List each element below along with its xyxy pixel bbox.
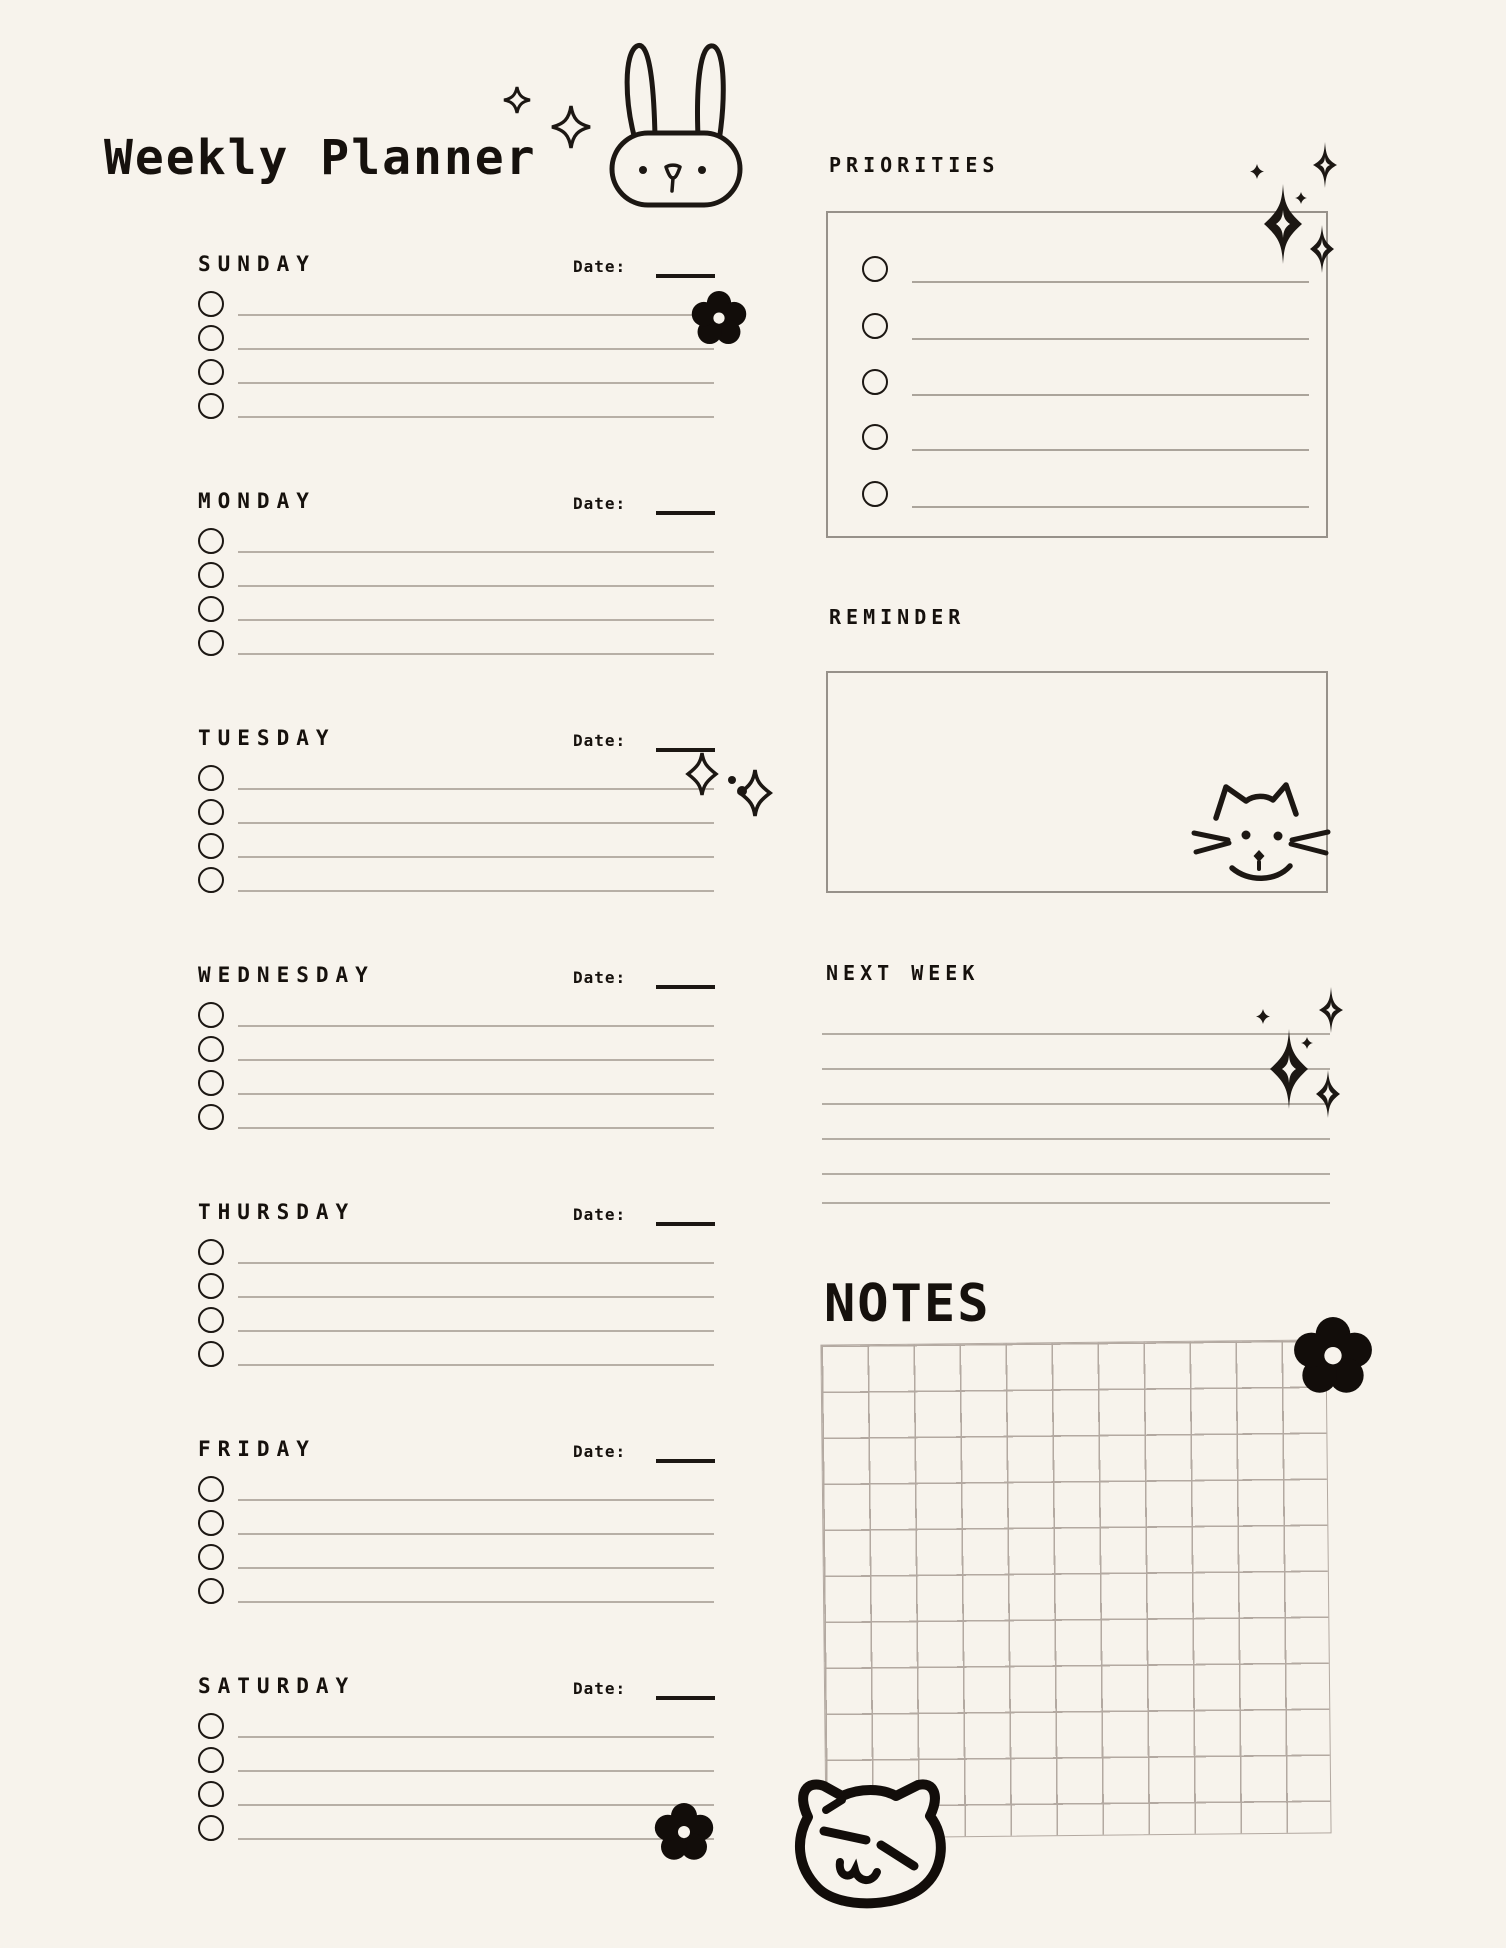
day-section-monday xyxy=(0,485,760,722)
priority-fill-line[interactable] xyxy=(912,338,1309,340)
task-fill-line[interactable] xyxy=(238,348,714,350)
date-fill-line[interactable] xyxy=(656,1222,715,1226)
date-label: Date: xyxy=(573,1679,627,1698)
task-fill-line[interactable] xyxy=(238,1330,714,1332)
day-name-label: SUNDAY xyxy=(198,252,316,276)
task-checkbox[interactable] xyxy=(198,1070,224,1096)
task-fill-line[interactable] xyxy=(238,551,714,553)
task-fill-line[interactable] xyxy=(238,890,714,892)
task-fill-line[interactable] xyxy=(238,314,714,316)
task-checkbox[interactable] xyxy=(198,630,224,656)
priority-checkbox[interactable] xyxy=(862,481,888,507)
day-name-label: FRIDAY xyxy=(198,1437,316,1461)
next-week-title: NEXT WEEK xyxy=(826,961,980,985)
date-label: Date: xyxy=(573,1442,627,1461)
sparkle-cluster-icon xyxy=(1252,985,1356,1125)
date-fill-line[interactable] xyxy=(656,1459,715,1463)
task-fill-line[interactable] xyxy=(238,585,714,587)
bunny-icon xyxy=(606,33,746,211)
task-checkbox[interactable] xyxy=(198,1002,224,1028)
day-name-label: SATURDAY xyxy=(198,1674,356,1698)
task-checkbox[interactable] xyxy=(198,833,224,859)
day-name-label: TUESDAY xyxy=(198,726,336,750)
task-fill-line[interactable] xyxy=(238,1093,714,1095)
task-checkbox[interactable] xyxy=(198,1781,224,1807)
task-checkbox[interactable] xyxy=(198,1341,224,1367)
day-section-thursday xyxy=(0,1196,760,1433)
sparkle-icon xyxy=(496,84,606,170)
date-fill-line[interactable] xyxy=(656,985,715,989)
task-fill-line[interactable] xyxy=(238,1059,714,1061)
next-week-fill-line[interactable] xyxy=(822,1138,1330,1140)
task-checkbox[interactable] xyxy=(198,562,224,588)
day-name-label: MONDAY xyxy=(198,489,316,513)
date-label: Date: xyxy=(573,257,627,276)
task-checkbox[interactable] xyxy=(198,291,224,317)
task-checkbox[interactable] xyxy=(198,1273,224,1299)
task-checkbox[interactable] xyxy=(198,1713,224,1739)
flower-icon xyxy=(1293,1317,1373,1397)
task-checkbox[interactable] xyxy=(198,596,224,622)
reminder-title: REMINDER xyxy=(829,605,966,629)
task-checkbox[interactable] xyxy=(198,1510,224,1536)
day-section-wednesday xyxy=(0,959,760,1196)
task-checkbox[interactable] xyxy=(198,1747,224,1773)
task-fill-line[interactable] xyxy=(238,822,714,824)
notes-grid[interactable] xyxy=(820,1339,1331,1838)
task-fill-line[interactable] xyxy=(238,1533,714,1535)
day-section-friday xyxy=(0,1433,760,1670)
sparkle-cluster-icon xyxy=(1246,140,1350,280)
task-checkbox[interactable] xyxy=(198,393,224,419)
priority-checkbox[interactable] xyxy=(862,256,888,282)
task-checkbox[interactable] xyxy=(198,765,224,791)
task-checkbox[interactable] xyxy=(198,867,224,893)
task-fill-line[interactable] xyxy=(238,382,714,384)
task-checkbox[interactable] xyxy=(198,325,224,351)
task-fill-line[interactable] xyxy=(238,1025,714,1027)
task-fill-line[interactable] xyxy=(238,856,714,858)
priorities-title: PRIORITIES xyxy=(829,153,1000,177)
happy-cat-icon xyxy=(778,1772,958,1922)
sparkle-cluster-icon xyxy=(686,746,781,824)
task-fill-line[interactable] xyxy=(238,1770,714,1772)
task-checkbox[interactable] xyxy=(198,1239,224,1265)
task-checkbox[interactable] xyxy=(198,1815,224,1841)
day-section-tuesday xyxy=(0,722,760,959)
flower-icon xyxy=(691,291,747,347)
cat-face-icon xyxy=(1186,780,1336,895)
task-fill-line[interactable] xyxy=(238,1567,714,1569)
task-fill-line[interactable] xyxy=(238,1127,714,1129)
page-title: Weekly Planner xyxy=(104,130,537,186)
task-fill-line[interactable] xyxy=(238,653,714,655)
task-checkbox[interactable] xyxy=(198,1578,224,1604)
date-fill-line[interactable] xyxy=(656,511,715,515)
task-fill-line[interactable] xyxy=(238,416,714,418)
task-fill-line[interactable] xyxy=(238,1804,714,1806)
priority-checkbox[interactable] xyxy=(862,313,888,339)
notes-title: NOTES xyxy=(824,1274,991,1334)
day-name-label: WEDNESDAY xyxy=(198,963,375,987)
priority-fill-line[interactable] xyxy=(912,506,1309,508)
task-fill-line[interactable] xyxy=(238,1736,714,1738)
date-label: Date: xyxy=(573,968,627,987)
task-fill-line[interactable] xyxy=(238,788,714,790)
task-fill-line[interactable] xyxy=(238,1838,714,1840)
task-checkbox[interactable] xyxy=(198,799,224,825)
priority-fill-line[interactable] xyxy=(912,281,1309,283)
task-fill-line[interactable] xyxy=(238,619,714,621)
task-fill-line[interactable] xyxy=(238,1499,714,1501)
date-label: Date: xyxy=(573,1205,627,1224)
next-week-fill-line[interactable] xyxy=(822,1173,1330,1175)
day-section-sunday xyxy=(0,248,760,485)
task-checkbox[interactable] xyxy=(198,359,224,385)
priority-fill-line[interactable] xyxy=(912,449,1309,451)
flower-icon xyxy=(654,1803,714,1863)
task-checkbox[interactable] xyxy=(198,1544,224,1570)
priority-checkbox[interactable] xyxy=(862,369,888,395)
day-section-saturday xyxy=(0,1670,760,1907)
next-week-fill-line[interactable] xyxy=(822,1202,1330,1204)
date-fill-line[interactable] xyxy=(656,274,715,278)
task-checkbox[interactable] xyxy=(198,1104,224,1130)
task-checkbox[interactable] xyxy=(198,528,224,554)
priority-checkbox[interactable] xyxy=(862,424,888,450)
date-fill-line[interactable] xyxy=(656,1696,715,1700)
priority-fill-line[interactable] xyxy=(912,394,1309,396)
task-fill-line[interactable] xyxy=(238,1262,714,1264)
task-fill-line[interactable] xyxy=(238,1296,714,1298)
task-fill-line[interactable] xyxy=(238,1601,714,1603)
date-label: Date: xyxy=(573,494,627,513)
task-checkbox[interactable] xyxy=(198,1036,224,1062)
day-name-label: THURSDAY xyxy=(198,1200,356,1224)
task-fill-line[interactable] xyxy=(238,1364,714,1366)
task-checkbox[interactable] xyxy=(198,1476,224,1502)
task-checkbox[interactable] xyxy=(198,1307,224,1333)
date-label: Date: xyxy=(573,731,627,750)
